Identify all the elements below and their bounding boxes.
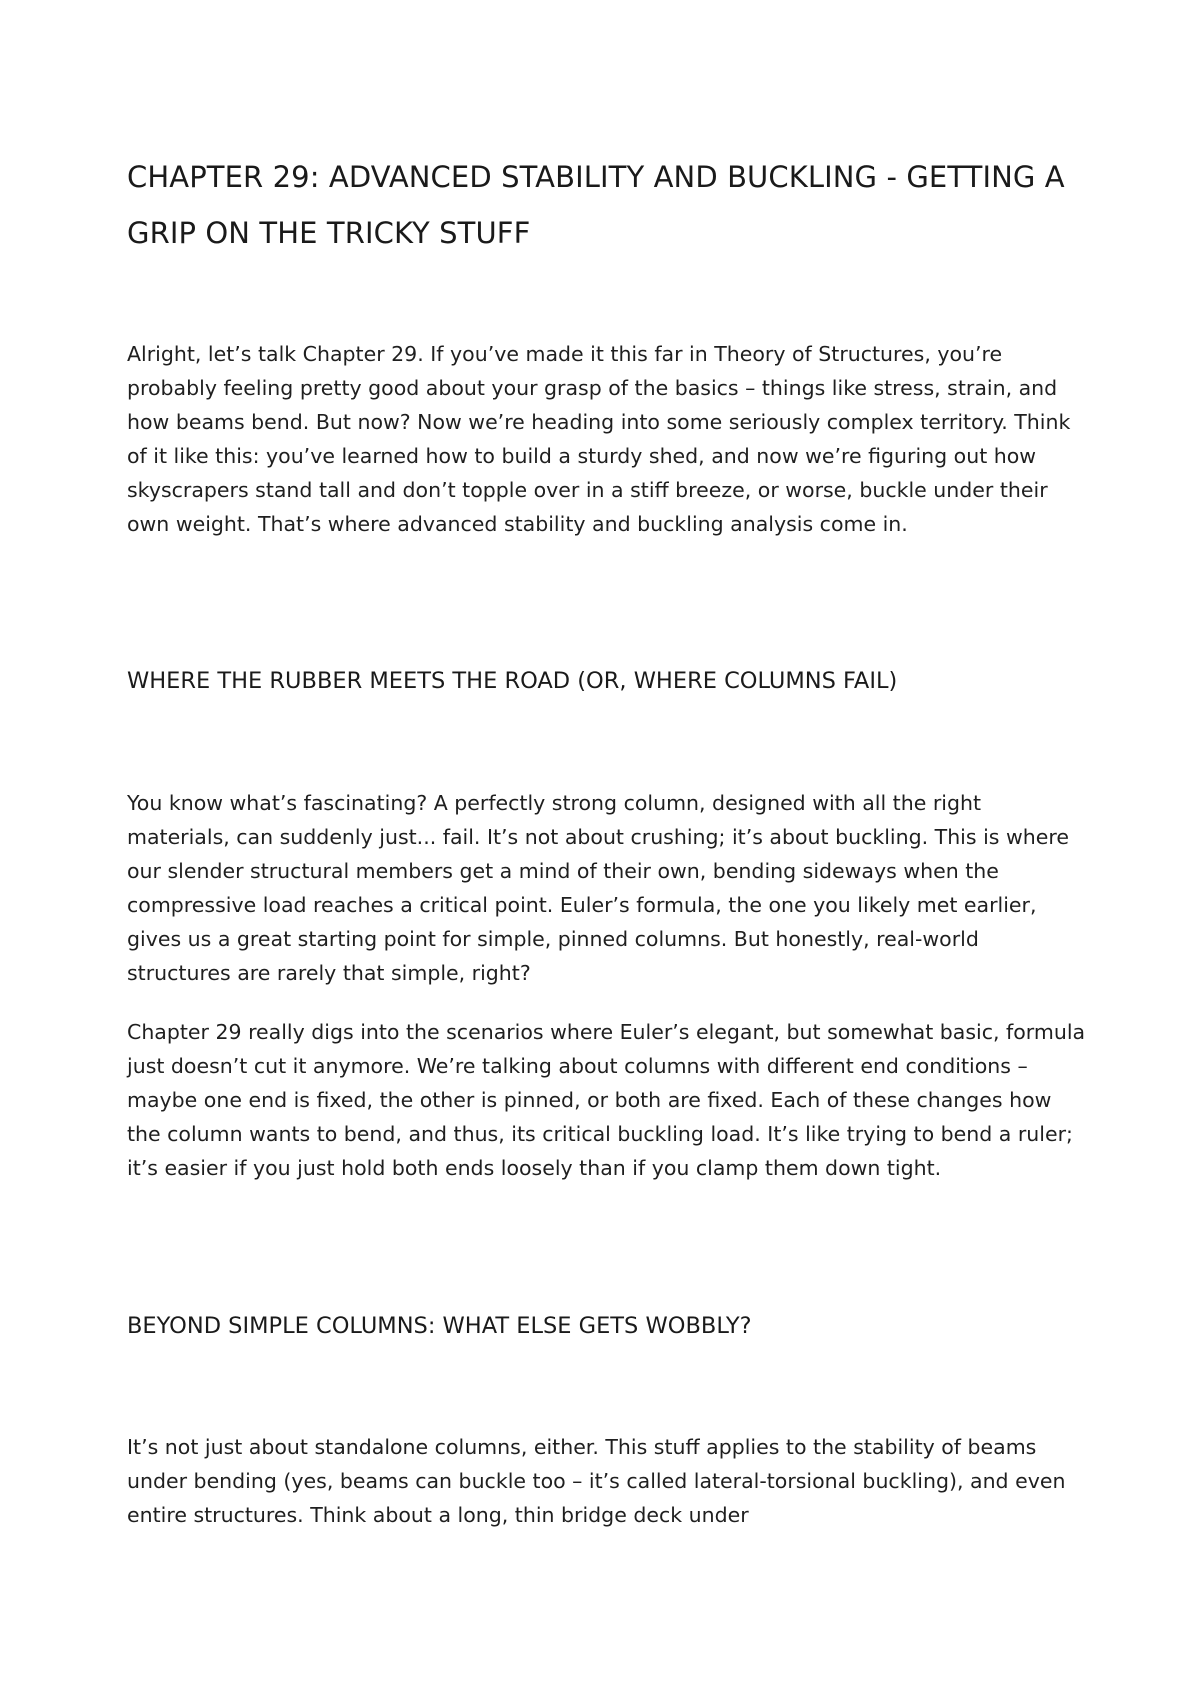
intro-paragraph: Alright, let’s talk Chapter 29. If you’ve made it this far in Theory of Structures, you’re probably feeling pretty good about your grasp of the basics – things like stress, strain, and how beams bend. But now? Now we’re heading into some seriously complex territory. Think of it like this: you’ve learned how to build a sturdy shed, and now we’re figuring out how skyscrapers stand tall and don’t topple over in a stiff breeze, or worse, buckle under their own weight. That’s where advanced stability and buckling analysis come in.	[127, 342, 1071, 536]
section1-paragraph-2: Chapter 29 really digs into the scenarios where Euler’s elegant, but somewhat basic, formula just doesn’t cut it anymore. We’re talking about columns with different end conditions – maybe one end is fixed, the other is pinned, or both are fixed. Each of these changes how the column wants to bend, and thus, its critical buckling load. It’s like trying to bend a ruler; it’s easier if you just hold both ends loosely than if you clamp them down tight.	[127, 1020, 1086, 1180]
section2-paragraph-1: It’s not just about standalone columns, either. This stuff applies to the stability of beams under bending (yes, beams can buckle too – it’s called lateral-torsional buckling), and even entire structures. Think about a long, thin bridge deck under	[127, 1435, 1066, 1527]
chapter-title: CHAPTER 29: ADVANCED STABILITY AND BUCKLING - GETTING A GRIP ON THE TRICKY STUFF	[127, 160, 1065, 250]
document-page	[127, 0, 1087, 1696]
section-heading-beyond-columns: BEYOND SIMPLE COLUMNS: WHAT ELSE GETS WOBBLY?	[127, 1313, 752, 1339]
section-heading-columns-fail: WHERE THE RUBBER MEETS THE ROAD (OR, WHERE COLUMNS FAIL)	[127, 668, 898, 694]
section1-paragraph-1: You know what’s fascinating? A perfectly strong column, designed with all the right materials, can suddenly just... fail. It’s not about crushing; it’s about buckling. This is where our slender structural members get a mind of their own, bending sideways when the compressive load reaches a critical point. Euler’s formula, the one you likely met earlier, gives us a great starting point for simple, pinned columns. But honestly, real-world structures are rarely that simple, right?	[127, 791, 1069, 985]
